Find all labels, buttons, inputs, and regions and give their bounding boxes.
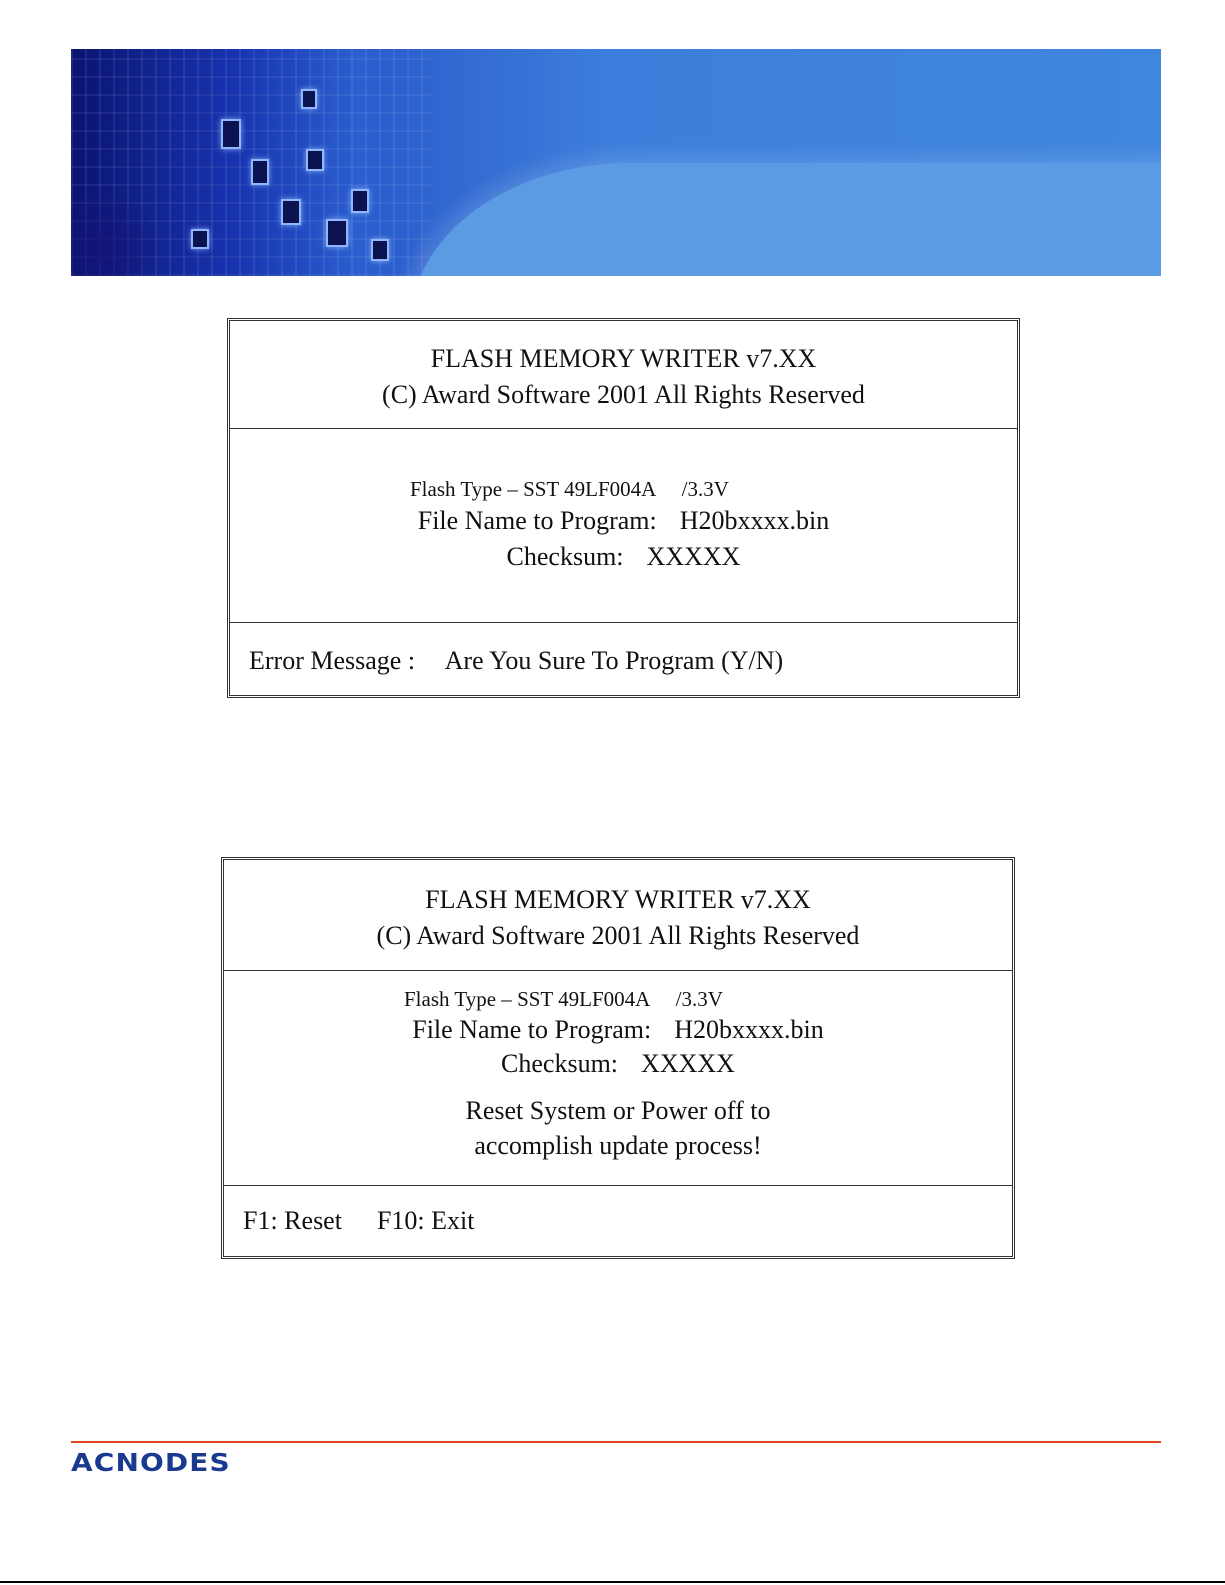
copyright-text: (C) Award Software 2001 All Rights Reserved	[382, 380, 865, 409]
status-section	[230, 623, 1017, 695]
chip-graphic	[371, 239, 389, 261]
info-section	[230, 429, 1017, 623]
chip-graphic	[351, 189, 369, 213]
checksum-line	[230, 539, 1017, 575]
error-label: Error Message :	[249, 646, 416, 675]
error-value: Are You Sure To Program (Y/N)	[444, 646, 784, 675]
chip-graphic	[221, 119, 241, 149]
error-message-line	[230, 643, 1017, 679]
reset-message-line-1: Reset System or Power off to	[465, 1096, 771, 1125]
chip-graphic	[306, 149, 324, 171]
file-name-label: File Name to Program:	[417, 506, 657, 535]
file-name-label: File Name to Program:	[412, 1015, 652, 1044]
checksum-value: XXXXX	[646, 542, 741, 571]
acnodes-logo: ACNODES	[71, 1448, 231, 1477]
reset-message-line-2: accomplish update process!	[474, 1131, 762, 1160]
writer-title: FLASH MEMORY WRITER v7.XX	[425, 885, 811, 914]
chip-graphic	[191, 229, 209, 249]
flash-voltage: /3.3V	[675, 987, 723, 1011]
chip-graphic	[301, 89, 317, 109]
checksum-label: Checksum:	[501, 1049, 619, 1078]
file-name-line	[224, 1013, 1012, 1047]
banner-curve-shape	[411, 163, 1161, 276]
file-name-value: H20bxxxx.bin	[674, 1015, 824, 1044]
header-banner	[71, 49, 1161, 276]
flash-type-label: Flash Type –	[410, 477, 518, 501]
flash-voltage: /3.3V	[681, 477, 729, 501]
exit-key-hint[interactable]: F10: Exit	[376, 1206, 475, 1235]
chip-graphic	[251, 159, 269, 185]
checksum-line	[224, 1047, 1012, 1081]
flash-type-value: SST 49LF004A	[523, 477, 656, 501]
flash-type-line	[230, 475, 1017, 503]
header-section	[230, 321, 1017, 429]
file-name-value: H20bxxxx.bin	[679, 506, 830, 535]
checksum-value: XXXXX	[641, 1049, 735, 1078]
writer-title: FLASH MEMORY WRITER v7.XX	[430, 344, 817, 373]
checksum-label: Checksum:	[506, 542, 624, 571]
flash-type-label: Flash Type –	[404, 987, 512, 1011]
reset-key-hint[interactable]: F1: Reset	[243, 1206, 342, 1235]
key-hint-section	[224, 1186, 1012, 1256]
circuit-board-image	[71, 49, 431, 276]
chip-graphic	[326, 219, 348, 247]
chip-graphic	[281, 199, 301, 225]
flash-writer-complete-screen	[221, 857, 1015, 1259]
file-name-line	[230, 503, 1017, 539]
key-hints-line	[224, 1203, 1012, 1239]
flash-type-line	[224, 985, 1012, 1013]
flash-writer-confirm-screen	[227, 318, 1020, 698]
header-section	[224, 860, 1012, 971]
flash-type-value: SST 49LF004A	[517, 987, 650, 1011]
footer-divider	[71, 1441, 1161, 1443]
page-bottom-border	[0, 1581, 1225, 1583]
copyright-text: (C) Award Software 2001 All Rights Reserved	[376, 921, 860, 950]
info-section	[224, 971, 1012, 1186]
